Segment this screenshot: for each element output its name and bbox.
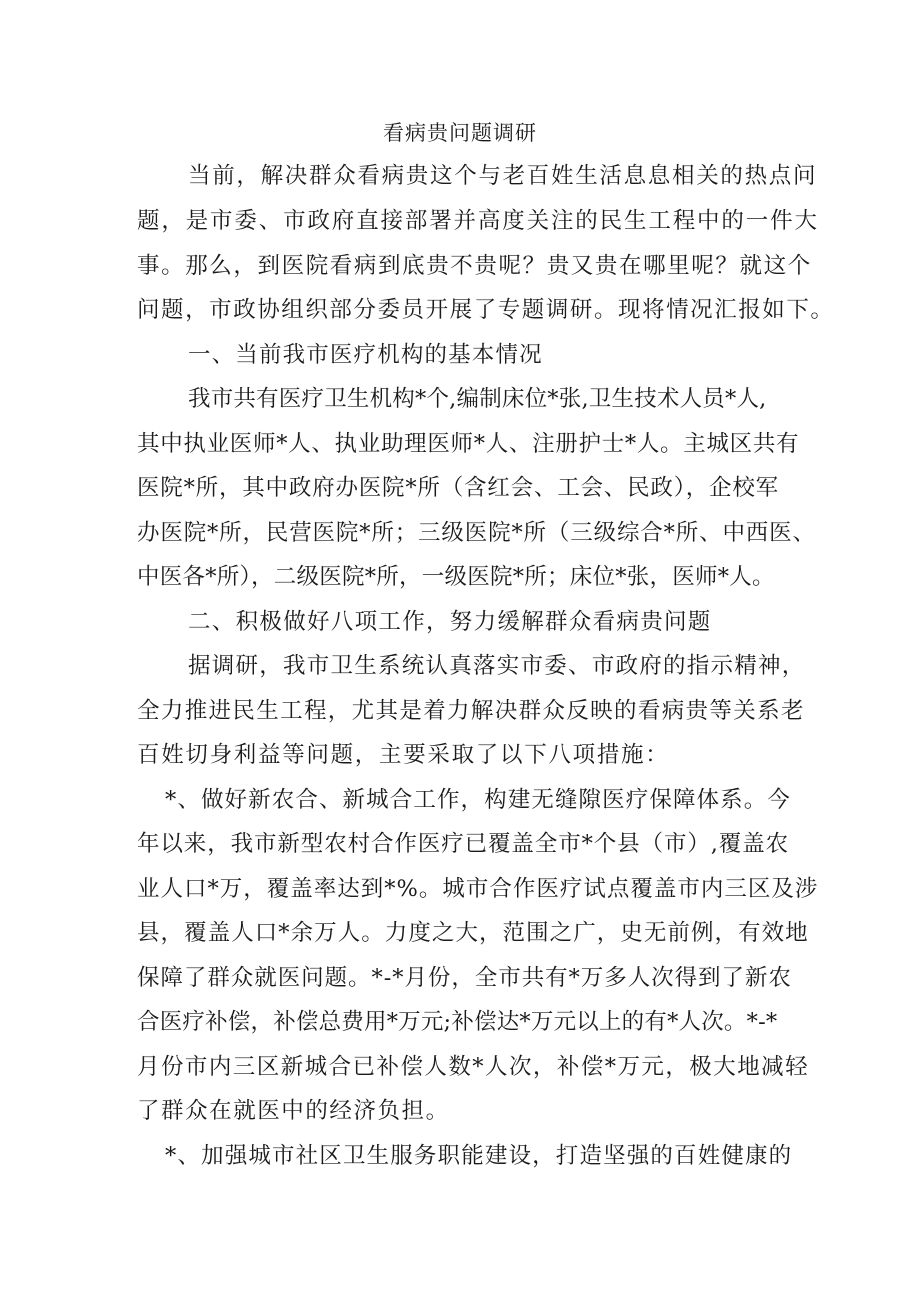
text-line: 办医院*所，民营医院*所；三级医院*所（三级综合*所、中西医、 xyxy=(137,520,816,546)
text-line: *、加强城市社区卫生服务职能建设，打造坚强的百姓健康的 xyxy=(165,1143,793,1169)
text-line: 事。那么，到医院看病到底贵不贵呢？贵又贵在哪里呢？就这个 xyxy=(137,253,812,279)
text-line: 中医各*所），二级医院*所，一级医院*所；床位*张，医师*人。 xyxy=(137,564,775,590)
text-line: 了群众在就医中的经济负担。 xyxy=(137,1098,450,1124)
text-line: 医院*所，其中政府办医院*所（含红会、工会、民政），企校军 xyxy=(137,475,779,501)
text-line: 全力推进民生工程，尤其是着力解决群众反映的看病贵等关系老 xyxy=(137,698,805,724)
text-line: 县，覆盖人口*余万人。力度之大，范围之广，史无前例，有效地 xyxy=(137,920,809,946)
text-line: 合医疗补偿，补偿总费用*万元;补偿达*万元以上的有*人次。*-* xyxy=(137,1009,778,1035)
text-line: 当前，解决群众看病贵这个与老百姓生活息息相关的热点问 xyxy=(188,163,818,189)
text-line: 题，是市委、市政府直接部署并高度关注的民生工程中的一件大 xyxy=(137,208,819,234)
text-line: 据调研，我市卫生系统认真落实市委、市政府的指示精神， xyxy=(188,653,806,679)
text-line: 保障了群众就医问题。*-*月份，全市共有*万多人次得到了新农 xyxy=(137,965,792,991)
section-heading: 一、当前我市医疗机构的基本情况 xyxy=(188,342,543,368)
text-line: 我市共有医疗卫生机构*个,编制床位*张,卫生技术人员*人, xyxy=(188,386,767,412)
text-line: *、做好新农合、新城合工作，构建无缝隙医疗保障体系。今 xyxy=(165,787,791,813)
section-heading: 二、积极做好八项工作，努力缓解群众看病贵问题 xyxy=(188,609,712,635)
text-line: 问题，市政协组织部分委员开展了专题调研。现将情况汇报如下。 xyxy=(137,297,835,323)
text-line: 百姓切身利益等问题，主要采取了以下八项措施： xyxy=(137,742,670,768)
document-title: 看病贵问题调研 xyxy=(383,121,537,145)
text-line: 年以来，我市新型农村合作医疗已覆盖全市*个县（市）,覆盖农 xyxy=(137,831,790,857)
text-line: 月份市内三区新城合已补偿人数*人次，补偿*万元，极大地减轻 xyxy=(137,1054,810,1080)
text-line: 业人口*万，覆盖率达到*%。城市合作医疗试点覆盖市内三区及涉 xyxy=(137,876,819,902)
text-line: 其中执业医师*人、执业助理医师*人、注册护士*人。主城区共有 xyxy=(137,431,800,457)
